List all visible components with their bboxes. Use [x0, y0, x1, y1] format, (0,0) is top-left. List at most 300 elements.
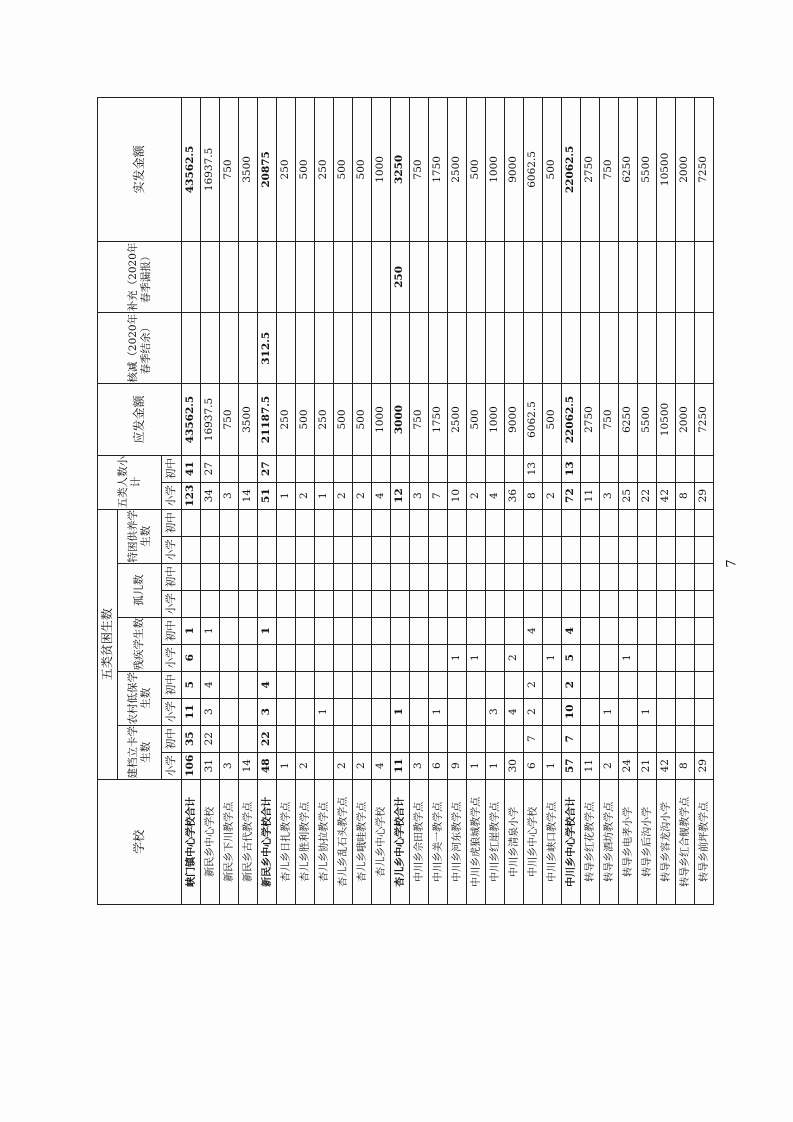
cell-hj	[505, 313, 524, 384]
cell-yf: 2000	[676, 384, 695, 455]
cell-jd-c	[581, 725, 600, 752]
school-name-cell: 中川乡中心学校	[524, 779, 543, 904]
cell-xj-c	[239, 455, 258, 482]
cell-xj-x: 12	[391, 482, 410, 509]
cell-ge-x	[676, 590, 695, 617]
school-name-cell: 转导乡酒坊教学点	[600, 779, 619, 904]
cell-sf: 750	[600, 98, 619, 242]
cell-tk-x	[353, 536, 372, 563]
cell-ge-x	[315, 590, 334, 617]
cell-ge-x	[467, 590, 486, 617]
cell-cj-x: 1	[467, 644, 486, 671]
cell-tk-c	[315, 509, 334, 536]
table-row	[315, 98, 334, 905]
cell-ge-x	[524, 590, 543, 617]
cell-jd-c	[676, 725, 695, 752]
cell-jd-x: 1	[467, 752, 486, 779]
cell-yf: 3000	[391, 384, 410, 455]
school-name-cell: 中川乡美一教学点	[429, 779, 448, 904]
cell-ge-x	[201, 590, 220, 617]
cell-tk-x	[258, 536, 277, 563]
header-xiaoxue: 小学	[162, 752, 182, 779]
school-name-cell: 中川乡峡口教学点	[543, 779, 562, 904]
cell-hj	[619, 313, 638, 384]
cell-ge-c	[353, 563, 372, 590]
cell-jd-c	[315, 725, 334, 752]
school-name-cell: 转导乡容龙沟小学	[657, 779, 676, 904]
cell-jd-x: 2	[296, 752, 315, 779]
cell-db-x	[581, 698, 600, 725]
cell-tk-x	[182, 536, 201, 563]
table-row	[296, 98, 315, 905]
cell-cj-c	[410, 617, 429, 644]
cell-xj-x: 29	[695, 482, 714, 509]
cell-sf: 9000	[505, 98, 524, 242]
table-row	[581, 98, 600, 905]
table-row	[600, 98, 619, 905]
header-shifa: 实发金额	[98, 98, 182, 242]
cell-cj-x	[657, 644, 676, 671]
cell-tk-x	[486, 536, 505, 563]
cell-jd-x: 106	[182, 752, 201, 779]
cell-sf: 7250	[695, 98, 714, 242]
cell-jd-c	[600, 725, 619, 752]
cell-xj-c: 27	[258, 455, 277, 482]
cell-jd-x: 4	[372, 752, 391, 779]
cell-jd-x: 2	[353, 752, 372, 779]
cell-tk-c	[296, 509, 315, 536]
cell-db-c	[695, 671, 714, 698]
table-row	[372, 98, 391, 905]
cell-xj-x: 51	[258, 482, 277, 509]
cell-cj-c	[372, 617, 391, 644]
cell-xj-x: 42	[657, 482, 676, 509]
cell-jd-x: 8	[676, 752, 695, 779]
cell-yf: 16937.5	[201, 384, 220, 455]
cell-ge-x	[657, 590, 676, 617]
school-name-cell: 杏儿乡乱石头教学点	[334, 779, 353, 904]
cell-xj-x: 4	[486, 482, 505, 509]
cell-jd-c	[657, 725, 676, 752]
cell-hj	[524, 313, 543, 384]
cell-hj	[296, 313, 315, 384]
header-school: 学校	[98, 779, 182, 904]
cell-db-c	[600, 671, 619, 698]
school-name-cell: 杏儿乡中心学校合计	[391, 779, 410, 904]
cell-yf: 21187.5	[258, 384, 277, 455]
cell-sf: 10500	[657, 98, 676, 242]
cell-cj-c	[315, 617, 334, 644]
cell-db-x	[334, 698, 353, 725]
cell-tk-c	[505, 509, 524, 536]
cell-hj	[448, 313, 467, 384]
cell-bc	[486, 241, 505, 312]
school-name-cell: 中川乡虎狼城教学点	[467, 779, 486, 904]
cell-xj-x: 11	[581, 482, 600, 509]
cell-db-c	[353, 671, 372, 698]
cell-bc	[182, 241, 201, 312]
table-row	[695, 98, 714, 905]
table-row	[619, 98, 638, 905]
cell-xj-c	[334, 455, 353, 482]
header-xiaoxue: 小学	[162, 590, 182, 617]
cell-sf: 750	[220, 98, 239, 242]
cell-db-x	[353, 698, 372, 725]
cell-xj-c	[296, 455, 315, 482]
cell-cj-x	[676, 644, 695, 671]
cell-ge-c	[581, 563, 600, 590]
cell-cj-c	[505, 617, 524, 644]
cell-cj-x	[258, 644, 277, 671]
cell-sf: 43562.5	[182, 98, 201, 242]
cell-db-c	[239, 671, 258, 698]
cell-sf: 500	[543, 98, 562, 242]
cell-ge-c	[315, 563, 334, 590]
cell-cj-c	[239, 617, 258, 644]
cell-bc	[410, 241, 429, 312]
cell-ge-x	[334, 590, 353, 617]
cell-hj	[543, 313, 562, 384]
cell-jd-x: 9	[448, 752, 467, 779]
cell-bc	[334, 241, 353, 312]
cell-yf: 1000	[372, 384, 391, 455]
cell-tk-c	[619, 509, 638, 536]
cell-ge-x	[638, 590, 657, 617]
header-buchong: 补充（2020年春季漏报）	[98, 241, 182, 312]
cell-tk-x	[334, 536, 353, 563]
header-chuzhong: 初中	[162, 509, 182, 536]
cell-cj-c	[391, 617, 410, 644]
cell-bc	[467, 241, 486, 312]
school-name-cell: 中川乡清泉小学	[505, 779, 524, 904]
header-wulei: 五类贫困生数	[98, 509, 118, 779]
cell-yf: 500	[543, 384, 562, 455]
cell-ge-c	[429, 563, 448, 590]
cell-ge-c	[296, 563, 315, 590]
cell-tk-c	[372, 509, 391, 536]
cell-cj-x	[581, 644, 600, 671]
table-row	[391, 98, 410, 905]
cell-bc	[296, 241, 315, 312]
cell-ge-x	[543, 590, 562, 617]
school-name-cell: 杏儿乡中心学校	[372, 779, 391, 904]
cell-cj-x: 1	[543, 644, 562, 671]
cell-yf: 750	[600, 384, 619, 455]
school-name-cell: 新民乡下川教学点	[220, 779, 239, 904]
cell-tk-c	[448, 509, 467, 536]
cell-xj-c	[543, 455, 562, 482]
cell-sf: 22062.5	[562, 98, 581, 242]
cell-xj-c	[657, 455, 676, 482]
cell-jd-x: 6	[524, 752, 543, 779]
cell-jd-x: 1	[277, 752, 296, 779]
cell-sf: 2000	[676, 98, 695, 242]
cell-ge-x	[695, 590, 714, 617]
cell-ge-c	[372, 563, 391, 590]
table-row	[334, 98, 353, 905]
cell-ge-x	[581, 590, 600, 617]
cell-tk-x	[277, 536, 296, 563]
cell-cj-c: 1	[182, 617, 201, 644]
cell-tk-x	[505, 536, 524, 563]
cell-yf: 500	[467, 384, 486, 455]
cell-hj	[638, 313, 657, 384]
header-xiaoji: 五类人数小计	[98, 455, 162, 509]
cell-jd-x: 48	[258, 752, 277, 779]
cell-xj-x: 25	[619, 482, 638, 509]
cell-jd-c	[619, 725, 638, 752]
cell-tk-c	[258, 509, 277, 536]
cell-jd-c	[239, 725, 258, 752]
cell-sf: 500	[467, 98, 486, 242]
cell-ge-c	[334, 563, 353, 590]
cell-cj-c	[467, 617, 486, 644]
cell-tk-x	[448, 536, 467, 563]
cell-db-c: 2	[562, 671, 581, 698]
header-chuzhong: 初中	[162, 455, 182, 482]
cell-db-c: 5	[182, 671, 201, 698]
page-number: 7	[724, 559, 740, 568]
cell-db-c	[372, 671, 391, 698]
cell-yf: 22062.5	[562, 384, 581, 455]
cell-jd-x: 3	[410, 752, 429, 779]
cell-db-c: 2	[524, 671, 543, 698]
cell-tk-c	[429, 509, 448, 536]
cell-cj-c	[353, 617, 372, 644]
cell-db-x: 1	[600, 698, 619, 725]
cell-jd-x: 21	[638, 752, 657, 779]
cell-tk-x	[638, 536, 657, 563]
cell-bc	[600, 241, 619, 312]
cell-yf: 750	[410, 384, 429, 455]
cell-xj-x: 2	[334, 482, 353, 509]
cell-xj-c	[220, 455, 239, 482]
school-name-cell: 转导乡电孝小学	[619, 779, 638, 904]
cell-tk-x	[524, 536, 543, 563]
cell-xj-c	[391, 455, 410, 482]
header-yingfa: 应发金额	[98, 384, 182, 455]
cell-db-c	[220, 671, 239, 698]
cell-tk-c	[410, 509, 429, 536]
header-tekun: 特困供养学生数	[118, 509, 162, 563]
school-name-cell: 杏儿乡哦哇教学点	[353, 779, 372, 904]
cell-tk-x	[239, 536, 258, 563]
cell-cj-x: 2	[505, 644, 524, 671]
cell-ge-c	[182, 563, 201, 590]
cell-jd-c	[220, 725, 239, 752]
cell-ge-x	[410, 590, 429, 617]
cell-ge-c	[467, 563, 486, 590]
school-name-cell: 新民乡中心学校	[201, 779, 220, 904]
cell-sf: 250	[277, 98, 296, 242]
cell-xj-x: 2	[296, 482, 315, 509]
cell-sf: 6062.5	[524, 98, 543, 242]
cell-tk-c	[600, 509, 619, 536]
cell-tk-c	[562, 509, 581, 536]
table-row	[429, 98, 448, 905]
cell-db-c	[543, 671, 562, 698]
cell-db-x	[448, 698, 467, 725]
cell-xj-x: 8	[676, 482, 695, 509]
cell-xj-c	[619, 455, 638, 482]
cell-xj-c	[277, 455, 296, 482]
cell-db-x	[277, 698, 296, 725]
cell-xj-c: 13	[524, 455, 543, 482]
table-row	[543, 98, 562, 905]
cell-jd-c	[391, 725, 410, 752]
cell-ge-c	[676, 563, 695, 590]
cell-xj-c	[638, 455, 657, 482]
table-row	[258, 98, 277, 905]
cell-tk-x	[391, 536, 410, 563]
cell-cj-c	[543, 617, 562, 644]
cell-xj-x: 7	[429, 482, 448, 509]
cell-hj	[239, 313, 258, 384]
school-name-cell: 转导乡红花教学点	[581, 779, 600, 904]
cell-hj: 312.5	[258, 313, 277, 384]
cell-jd-x: 11	[581, 752, 600, 779]
cell-cj-x	[353, 644, 372, 671]
cell-tk-x	[315, 536, 334, 563]
cell-bc	[201, 241, 220, 312]
cell-db-c	[429, 671, 448, 698]
cell-sf: 1000	[372, 98, 391, 242]
cell-bc	[695, 241, 714, 312]
table-row	[524, 98, 543, 905]
cell-yf: 43562.5	[182, 384, 201, 455]
cell-ge-x	[619, 590, 638, 617]
cell-yf: 10500	[657, 384, 676, 455]
table-row	[486, 98, 505, 905]
cell-db-x: 10	[562, 698, 581, 725]
cell-ge-c	[562, 563, 581, 590]
cell-bc	[581, 241, 600, 312]
cell-jd-x	[315, 752, 334, 779]
cell-xj-c	[315, 455, 334, 482]
cell-hj	[657, 313, 676, 384]
cell-yf: 500	[334, 384, 353, 455]
cell-cj-x	[334, 644, 353, 671]
cell-tk-x	[220, 536, 239, 563]
cell-tk-c	[695, 509, 714, 536]
header-dibao: 农村低保学生数	[118, 671, 162, 725]
cell-ge-c	[695, 563, 714, 590]
cell-xj-x: 4	[372, 482, 391, 509]
cell-jd-c	[695, 725, 714, 752]
cell-hj	[277, 313, 296, 384]
cell-cj-c: 1	[201, 617, 220, 644]
cell-jd-c: 7	[524, 725, 543, 752]
cell-cj-x	[638, 644, 657, 671]
cell-jd-x: 3	[220, 752, 239, 779]
cell-sf: 2750	[581, 98, 600, 242]
cell-db-c	[391, 671, 410, 698]
cell-xj-c: 27	[201, 455, 220, 482]
cell-cj-c	[657, 617, 676, 644]
cell-tk-x	[657, 536, 676, 563]
cell-tk-c	[334, 509, 353, 536]
cell-ge-c	[239, 563, 258, 590]
cell-ge-c	[524, 563, 543, 590]
school-name-cell: 新民乡古代教学点	[239, 779, 258, 904]
cell-ge-c	[657, 563, 676, 590]
cell-bc	[220, 241, 239, 312]
header-hejian: 核减（2020年春季结余）	[98, 313, 182, 384]
cell-yf: 2500	[448, 384, 467, 455]
cell-db-x: 1	[391, 698, 410, 725]
cell-jd-x: 57	[562, 752, 581, 779]
cell-tk-c	[543, 509, 562, 536]
cell-jd-c: 22	[258, 725, 277, 752]
cell-jd-c: 35	[182, 725, 201, 752]
header-xiaoxue: 小学	[162, 482, 182, 509]
cell-cj-x	[410, 644, 429, 671]
cell-ge-x	[296, 590, 315, 617]
cell-jd-c	[448, 725, 467, 752]
cell-xj-x: 1	[315, 482, 334, 509]
table-row	[410, 98, 429, 905]
cell-tk-c	[486, 509, 505, 536]
cell-xj-c	[486, 455, 505, 482]
cell-tk-x	[410, 536, 429, 563]
cell-tk-x	[600, 536, 619, 563]
school-name-cell: 新民乡中心学校合计	[258, 779, 277, 904]
cell-db-c	[296, 671, 315, 698]
cell-tk-c	[657, 509, 676, 536]
header-xiaoxue: 小学	[162, 644, 182, 671]
cell-cj-x	[429, 644, 448, 671]
cell-ge-x	[486, 590, 505, 617]
cell-hj	[695, 313, 714, 384]
header-xiaoxue: 小学	[162, 698, 182, 725]
cell-cj-x	[201, 644, 220, 671]
cell-xj-x: 2	[353, 482, 372, 509]
cell-jd-c	[638, 725, 657, 752]
cell-cj-c	[619, 617, 638, 644]
cell-jd-x: 31	[201, 752, 220, 779]
cell-xj-x: 123	[182, 482, 201, 509]
cell-xj-c	[410, 455, 429, 482]
cell-cj-c	[695, 617, 714, 644]
cell-ge-x	[429, 590, 448, 617]
cell-jd-c	[429, 725, 448, 752]
cell-xj-c	[429, 455, 448, 482]
school-name-cell: 杏儿乡日扎教学点	[277, 779, 296, 904]
cell-xj-c: 41	[182, 455, 201, 482]
cell-cj-x	[296, 644, 315, 671]
cell-yf: 1750	[429, 384, 448, 455]
cell-sf: 250	[315, 98, 334, 242]
cell-xj-x: 3	[410, 482, 429, 509]
table-row	[239, 98, 258, 905]
cell-cj-c	[277, 617, 296, 644]
cell-jd-x: 1	[543, 752, 562, 779]
cell-tk-c	[277, 509, 296, 536]
cell-db-x	[296, 698, 315, 725]
cell-sf: 20875	[258, 98, 277, 242]
cell-tk-c	[201, 509, 220, 536]
cell-db-x	[239, 698, 258, 725]
cell-bc	[448, 241, 467, 312]
cell-tk-c	[676, 509, 695, 536]
header-chuzhong: 初中	[162, 563, 182, 590]
cell-ge-c	[258, 563, 277, 590]
cell-cj-c	[296, 617, 315, 644]
cell-xj-x: 72	[562, 482, 581, 509]
school-name-cell: 杏儿乡胜利教学点	[296, 779, 315, 904]
cell-jd-c: 7	[562, 725, 581, 752]
cell-jd-x: 2	[600, 752, 619, 779]
